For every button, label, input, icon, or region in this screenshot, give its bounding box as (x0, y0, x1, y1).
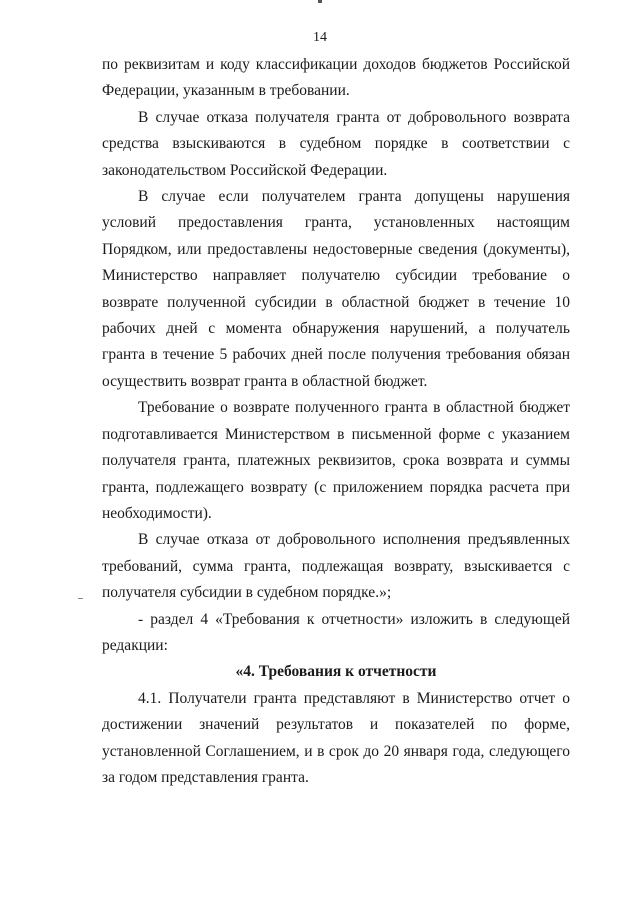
paragraph: - раздел 4 «Требования к отчетности» изложить в следующей редакции: (102, 610, 570, 654)
paragraph: В случае если получателем гранта допущены нарушения условий предоставления гранта, установленных настоящим Порядком, или предоставлены недостоверные сведения (документы), Министерство направляет получателю субсидии требование о возврате полученной субсидии в областной бюджет в течение 10 рабочих дней с момента обнаружения нарушений, а получатель гранта в течение 5 рабочих дней после получения требования обязан осуществить возврат гранта в областной бюджет. (102, 188, 570, 390)
scan-artifact (78, 598, 83, 599)
paragraph: В случае отказа от добровольного исполнения предъявленных требований, сумма гранта, подлежащая возврату, взыскивается с получателя субсидии в судебном порядке.»; (102, 531, 570, 602)
page-number: 14 (313, 30, 327, 45)
paragraph: Требование о возврате полученного гранта в областной бюджет подготавливается Министерством в письменной форме с указанием получателя гранта, платежных реквизитов, срока возврата и суммы гранта, подлежащего возврату (с приложением порядка расчета при необходимости). (102, 399, 570, 522)
scan-artifact (318, 0, 322, 3)
paragraph: В случае отказа получателя гранта от добровольного возврата средства взыскиваются в судебном порядке в соответствии с законодательством Российской Федерации. (102, 108, 570, 179)
document-body (102, 52, 570, 791)
paragraph: по реквизитам и коду классификации доходов бюджетов Российской Федерации, указанным в требовании. (102, 56, 570, 100)
paragraph: 4.1. Получатели гранта представляют в Министерство отчет о достижении значений результатов и показателей по форме, установленной Соглашением, и в срок до 20 января года, следующего за годом представления гранта. (102, 689, 570, 786)
section-heading: «4. Требования к отчетности (235, 663, 437, 681)
